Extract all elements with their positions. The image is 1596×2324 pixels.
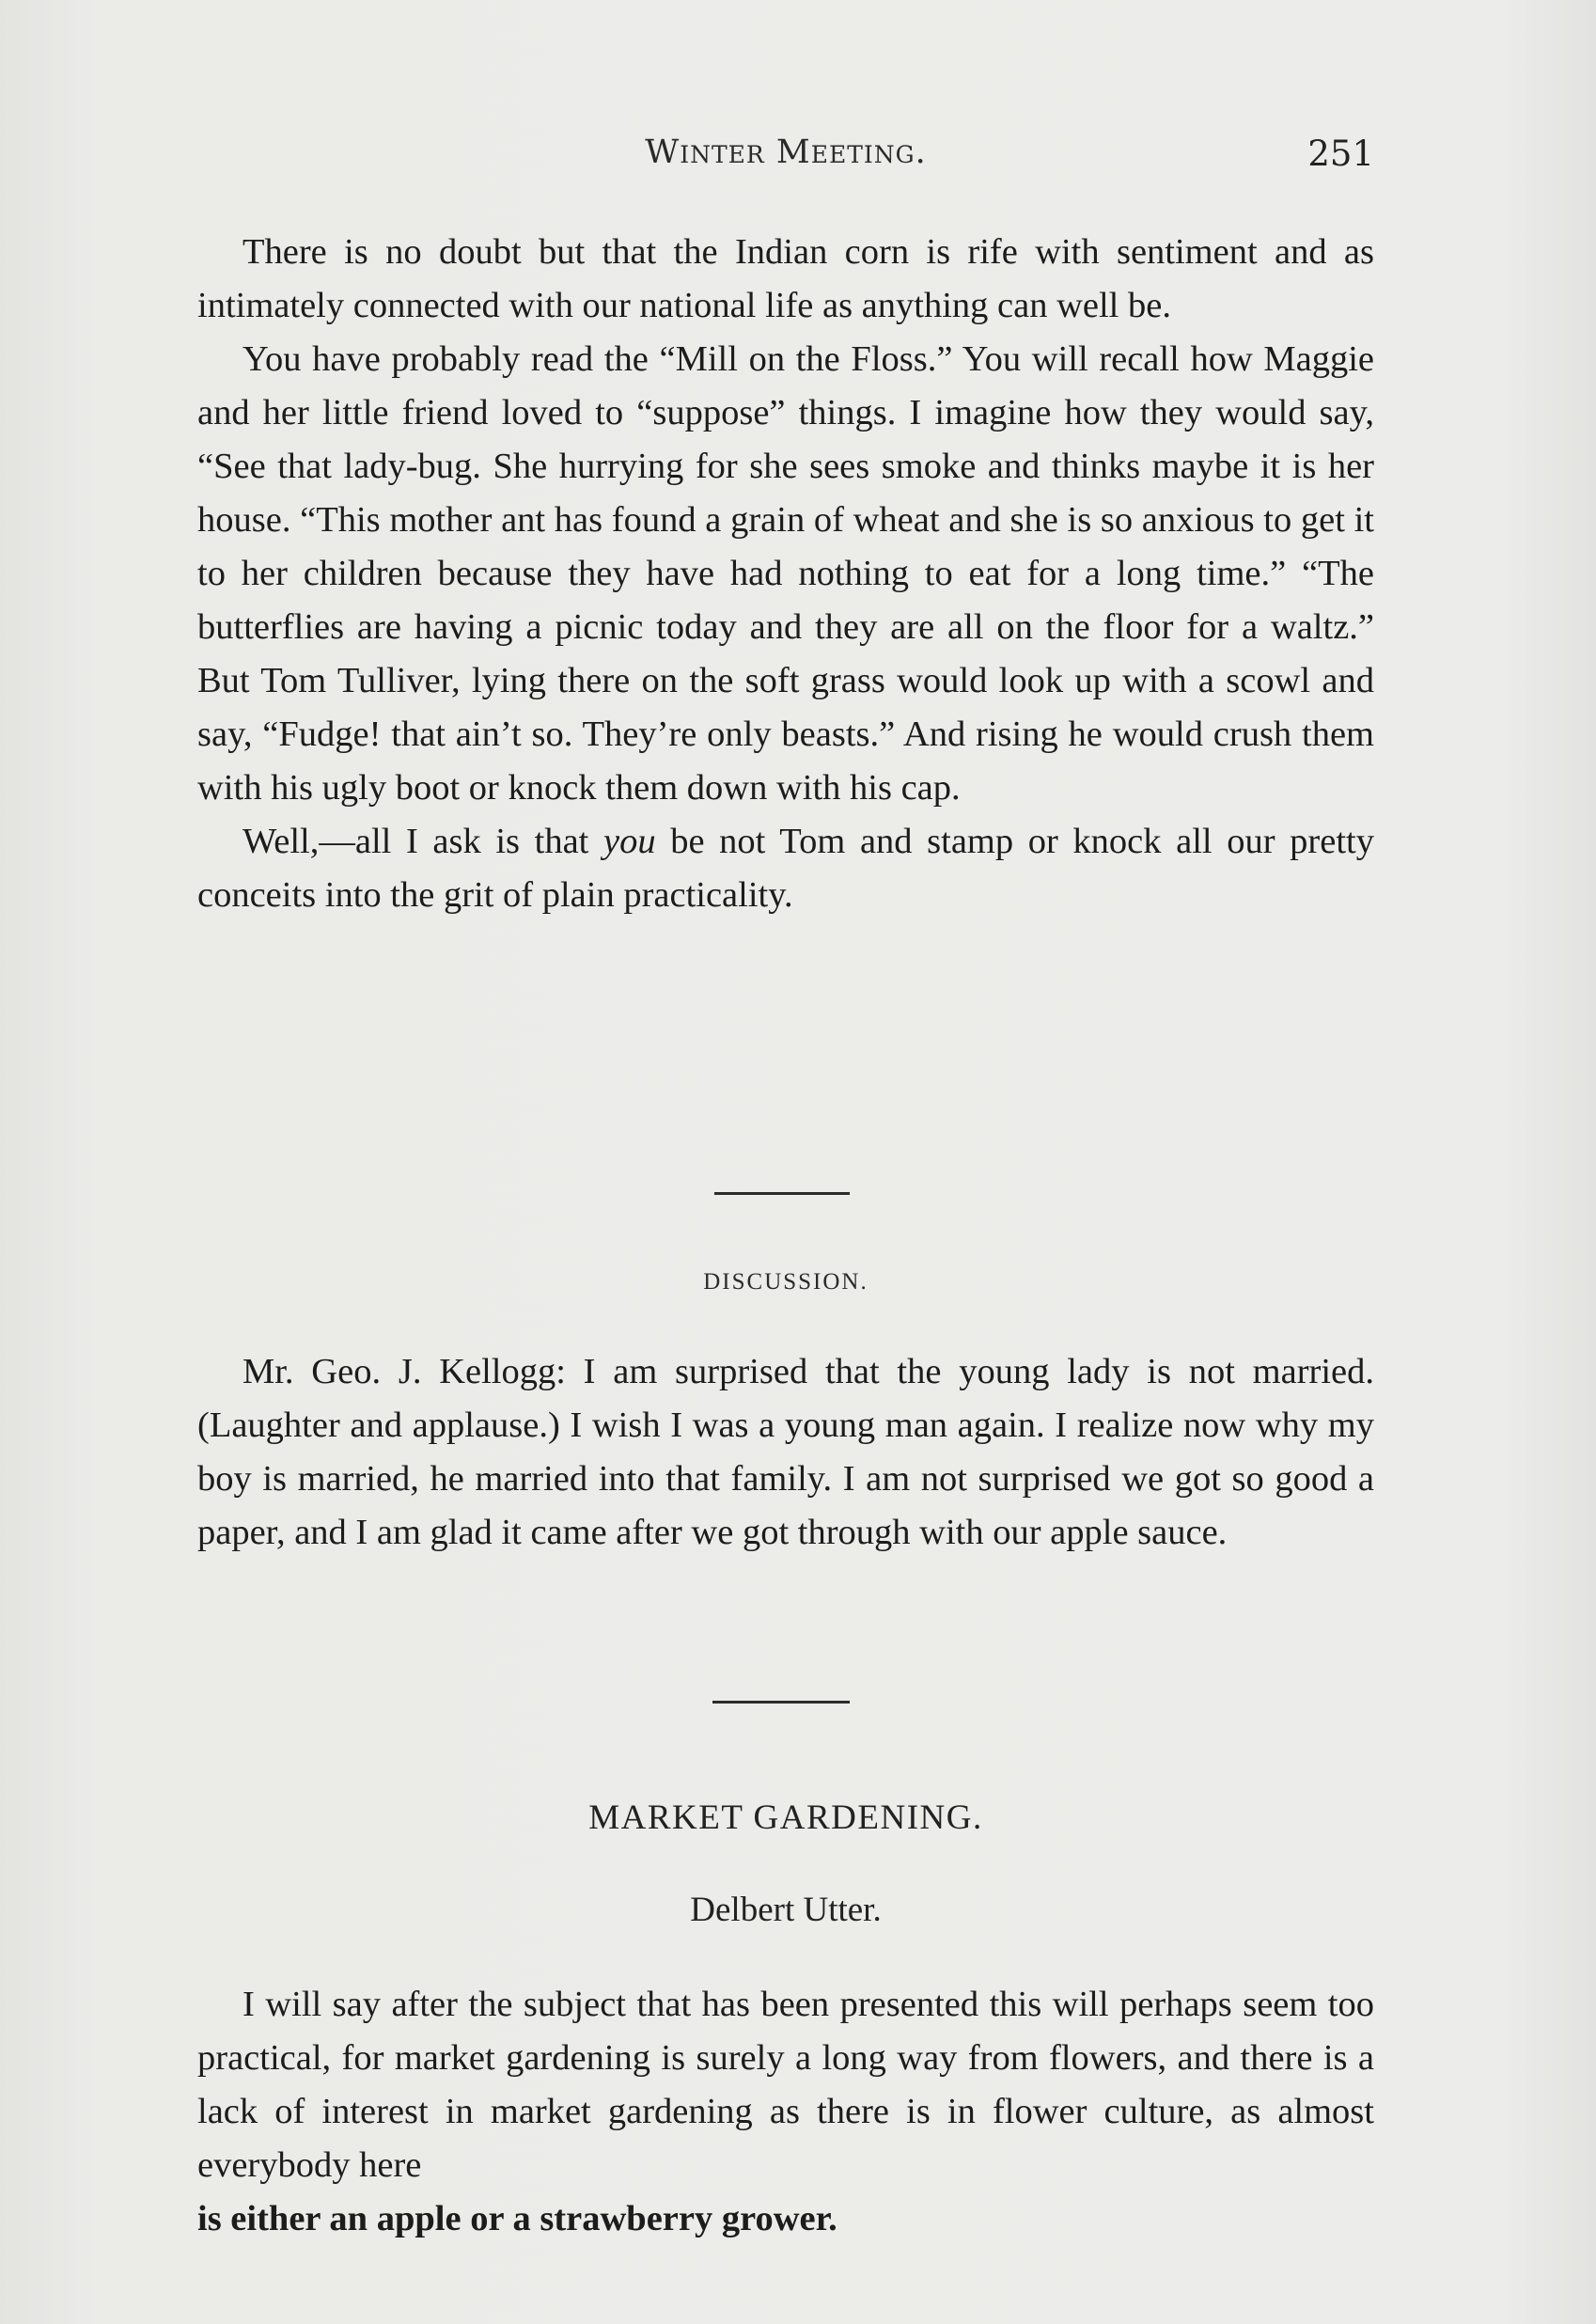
article-title: MARKET GARDENING. <box>588 1798 983 1837</box>
discussion-heading: DISCUSSION. <box>703 1269 868 1295</box>
paragraph-market-gardening: I will say after the subject that has been presented this will perhaps seem too practical, for market gardening is surely a long way from flowers, and there is a lack of interest in market gardening as there is in flower culture, as almost everybody here <box>197 1985 1374 2185</box>
article-text <box>197 1978 1374 2246</box>
text-run: be not Tom and stamp or knock all our pretty conceits into the grit of plain practicality. <box>197 822 1374 915</box>
paragraph-last-line: is either an apple or a strawberry grower. <box>197 2199 837 2238</box>
text-run: Well,—all I ask is that <box>243 822 603 861</box>
discussion-text <box>197 1345 1374 1560</box>
page-header <box>197 133 1374 190</box>
italic-word: you <box>603 822 656 861</box>
article-author: Delbert Utter. <box>690 1891 882 1929</box>
paragraph-indian-corn: There is no doubt but that the Indian corn is rife with sentiment and as intimately connected with our national life as anything can well be. <box>197 232 1374 325</box>
paragraph-kellogg: Mr. Geo. J. Kellogg: I am surprised that the young lady is not married. (Laughter and applause.) I wish I was a young man again. I realize now why my boy is married, he married into that family. I am not surprised we got so good a paper, and I am glad it came after we got through with our apple sauce. <box>197 1352 1374 1552</box>
section-divider <box>712 1701 850 1704</box>
paragraph-mill-on-the-floss: You have probably read the “Mill on the Floss.” You will recall how Maggie and her little friend loved to “suppose” things. I imagine how they would say, “See that lady-bug. She hurrying for she sees smoke and thinks maybe it is her house. “This mother ant has found a grain of wheat and she is so anxious to get it to her children because they have had nothing to eat for a long time.” “The butterflies are having a picnic today and they are all on the floor for a waltz.” But Tom Tulliver, lying there on the soft grass would look up with a scowl and say, “Fudge! that ain’t so. They’re only beasts.” And rising he would crush them with his ugly boot or knock them down with his cap. <box>197 339 1374 808</box>
section-text <box>197 226 1374 922</box>
running-head: Winter Meeting. <box>645 133 927 171</box>
section-divider <box>714 1192 850 1195</box>
paragraph-well <box>197 815 1374 922</box>
page-number: 251 <box>1307 133 1374 174</box>
